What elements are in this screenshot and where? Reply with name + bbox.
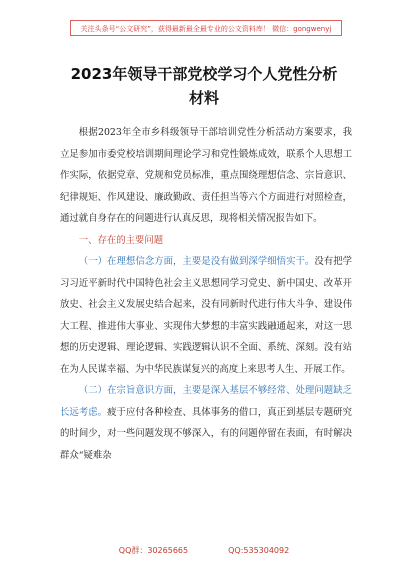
- document-body: [60, 122, 352, 466]
- item-1-body: 没有把学习习近平新时代中国特色社会主义思想同学习党史、新中国史、改革开放史、社会主义发展史结合起来，没有同新时代进行伟大斗争、建设伟大工程、推进伟大事业、实现伟大梦想的丰富实践融通起来，对这一思想的历史逻辑、理论逻辑、实践逻辑认识不全面、系统、深刻。没有站在为人民谋幸福、为中华民族谋复兴的高度上来思考人生、开展工作。: [60, 256, 352, 375]
- promo-banner: 关注头条号“公文研究”，获得最新最全最专业的公文资料库！ 微信：gongwenyj: [70, 20, 342, 36]
- document-title: [40, 62, 368, 110]
- title-line-1: 2023年领导干部党校学习个人党性分析: [70, 65, 338, 83]
- item-2-body: 疲于应付各种检查、具体事务的借口，真正到基层专题研究的时间少，对一些问题发现不够深入，有的问题停留在表面，有时解决群众“疑难杂: [60, 406, 352, 461]
- section-heading-1: 一、存在的主要问题: [78, 234, 164, 246]
- item-1-paragraph: [60, 251, 352, 380]
- title-line-2: 材料: [188, 89, 219, 107]
- item-1-heading: （一）在理想信念方面，主要是没有做到深学细悟实干。: [78, 256, 315, 267]
- footer-qq: QQ:535304092: [228, 546, 290, 555]
- footer-qq-group: QQ群：30265665: [118, 546, 189, 555]
- item-2-paragraph: [60, 380, 352, 466]
- intro-paragraph: 根据2023年全市乡科级领导干部培训党性分析活动方案要求，我立足参加市委党校培训期间理论学习和党性锻炼成效，联系个人思想工作实际，依据党章、党规和党员标准，重点围绕理想信念、宗旨意识、纪律规矩、作风建设、廉政勤政、责任担当等六个方面进行对照检查，通过就自身存在的问题进行认真反思，现将相关情况报告如下。: [60, 127, 352, 224]
- item-2-heading: （二）在宗旨意识方面，主要是深入基层不够经常、处理问题缺乏长远考虑。: [60, 385, 352, 418]
- footer-contact: [0, 545, 408, 556]
